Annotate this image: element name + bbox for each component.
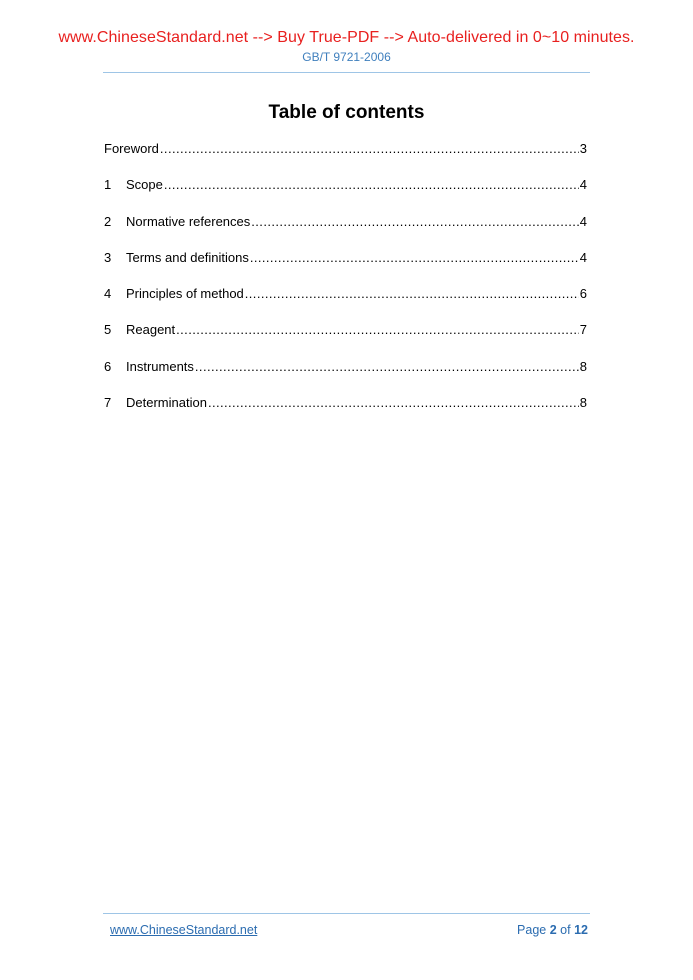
toc-entry-label: Determination	[126, 395, 207, 411]
toc-entry-number: 1	[104, 177, 112, 193]
toc-entry-page: 4	[579, 213, 587, 229]
toc-entry-page: 4	[579, 177, 587, 193]
toc-entry-instruments[interactable]	[104, 358, 587, 394]
toc-entry-principles-of-method[interactable]	[104, 285, 587, 321]
toc-entry-number: 7	[104, 395, 112, 411]
toc-title: Table of contents	[268, 102, 425, 123]
promo-banner[interactable]: www.ChineseStandard.net --> Buy True-PDF --> Auto-delivered in 0~10 minutes.	[58, 29, 635, 46]
toc-entry-label: Terms and definitions	[126, 249, 249, 265]
dot-leader	[176, 321, 579, 339]
toc-entry-foreword[interactable]	[104, 140, 587, 176]
toc-entry-page: 6	[579, 286, 587, 302]
dot-leader	[195, 358, 579, 376]
toc-entry-determination[interactable]	[104, 394, 587, 430]
toc-entry-page: 4	[579, 249, 587, 265]
standard-id: GB/T 9721-2006	[302, 50, 391, 64]
toc-entry-page: 8	[579, 358, 587, 374]
toc-entry-page: 7	[579, 322, 587, 338]
toc-entry-number: 6	[104, 358, 112, 374]
page-indicator	[517, 922, 588, 938]
toc-entry-page: 8	[579, 395, 587, 411]
toc-entry-label: Normative references	[126, 213, 251, 229]
toc-entry-number: 3	[104, 249, 112, 265]
toc-entry-reagent[interactable]	[104, 321, 587, 357]
toc-entry-label: Scope	[126, 177, 163, 193]
toc-entry-label: Instruments	[126, 358, 194, 374]
total-pages-number: 12	[574, 923, 588, 937]
footer-divider	[103, 913, 590, 914]
dot-leader	[160, 140, 579, 158]
dot-leader	[164, 176, 579, 194]
dot-leader	[250, 249, 579, 267]
toc-entry-label: Foreword	[104, 141, 159, 156]
toc-entry-label: Principles of method	[126, 286, 244, 302]
dot-leader	[245, 285, 579, 303]
toc-entry-label: Reagent	[126, 322, 176, 338]
header-divider	[103, 72, 590, 73]
toc-entry-number: 4	[104, 286, 112, 302]
toc-entry-page: 3	[579, 141, 587, 156]
toc-entry-number: 5	[104, 322, 112, 338]
toc-entry-scope[interactable]	[104, 176, 587, 212]
dot-leader	[251, 213, 578, 231]
footer-site-link[interactable]: www.ChineseStandard.net	[110, 923, 258, 937]
page-prefix: Page	[517, 923, 547, 937]
toc-entry-normative-references[interactable]	[104, 213, 587, 249]
toc-entry-number: 2	[104, 213, 112, 229]
table-of-contents	[104, 140, 587, 430]
current-page-number: 2	[549, 923, 557, 937]
page-of-label: of	[560, 923, 571, 937]
dot-leader	[208, 394, 579, 412]
toc-entry-terms-and-definitions[interactable]	[104, 249, 587, 285]
